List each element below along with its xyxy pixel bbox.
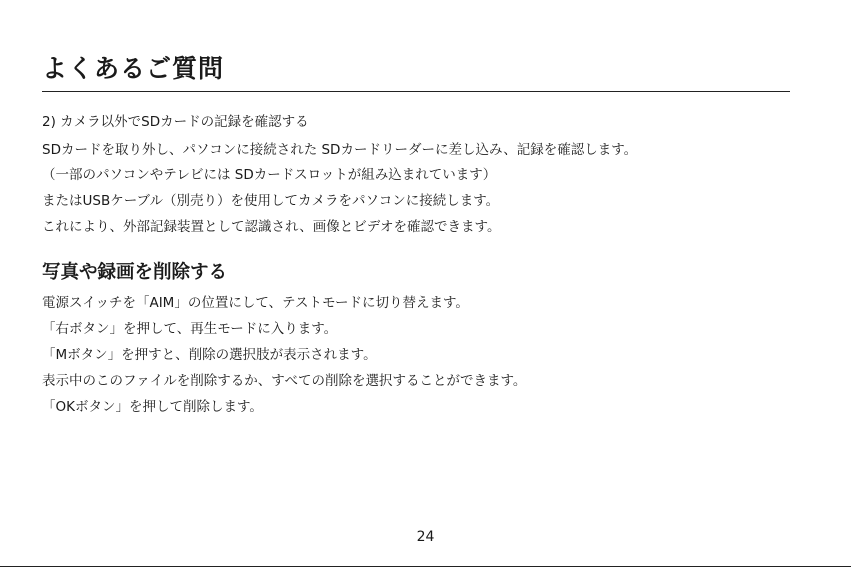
page-number: 24 bbox=[416, 529, 435, 545]
page-title: よくあるご質問 bbox=[42, 54, 225, 83]
title-divider bbox=[42, 91, 790, 92]
section2-line-2: 「右ボタン」を押して、再生モードに入ります。 bbox=[42, 321, 338, 337]
section1-line-3: またはUSBケーブル（別売り）を使用してカメラをパソコンに接続します。 bbox=[42, 193, 500, 209]
section1-line-4: これにより、外部記録装置として認識され、画像とビデオを確認できます。 bbox=[42, 219, 501, 235]
section2-heading: 写真や録画を削除する bbox=[42, 262, 228, 283]
section2-line-5: 「OKボタン」を押して削除します。 bbox=[42, 399, 263, 415]
section2-line-1: 電源スイッチを「AIM」の位置にして、テストモードに切り替えます。 bbox=[42, 295, 469, 311]
section1-heading: 2) カメラ以外でSDカードの記録を確認する bbox=[42, 114, 309, 130]
section2-line-4: 表示中のこのファイルを削除するか、すべての削除を選択することができます。 bbox=[42, 373, 527, 389]
section1-line-2: （一部のパソコンやテレビには SDカードスロットが組み込まれています） bbox=[42, 167, 497, 183]
section2-line-3: 「Mボタン」を押すと、削除の選択肢が表示されます。 bbox=[42, 347, 377, 363]
section1-line-1: SDカードを取り外し、パソコンに接続された SDカードリーダーに差し込み、記録を確認します。 bbox=[42, 142, 638, 158]
bottom-divider bbox=[0, 566, 851, 567]
